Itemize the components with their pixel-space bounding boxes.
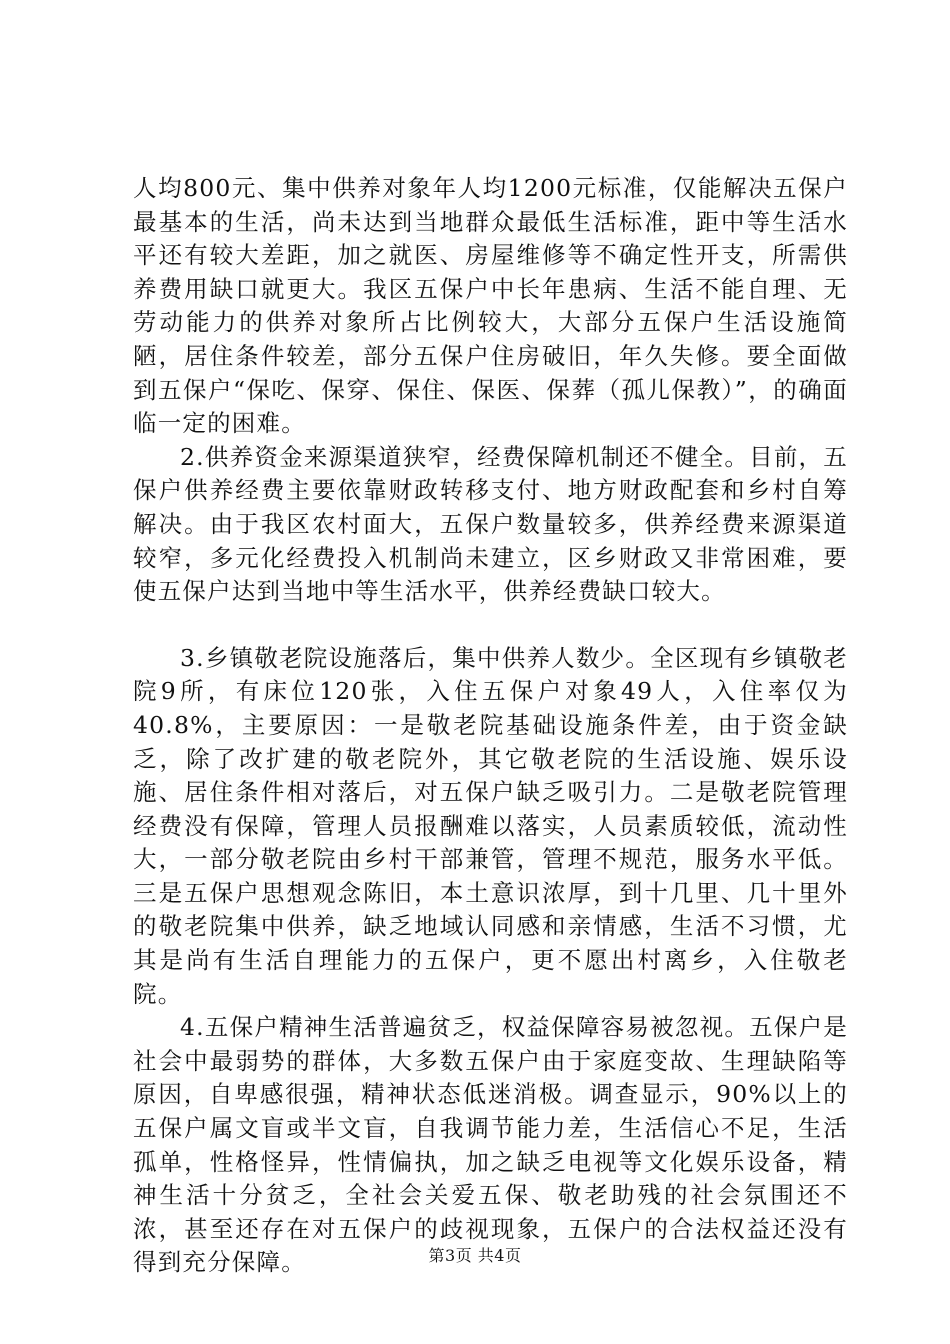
paragraph-nursing-homes: 3.乡镇敬老院设施落后，集中供养人数少。全区现有乡镇敬老院9所，有床位120张，入住五保户对象49人，入住率仅为40.8%，主要原因：一是敬老院基础设施条件差，由于资金缺乏，除了改扩建的敬老院外，其它敬老院的生活设施、娱乐设施、居住条件相对落后，对五保户缺乏吸引力。二是敬老院管理经费没有保障，管理人员报酬难以落实，人员素质较低，流动性大，一部分敬老院由乡村干部兼管，管理不规范，服务水平低。三是五保户思想观念陈旧，本土意识浓厚，到十几里、几十里外的敬老院集中供养，缺乏地域认同感和亲情感，生活不习惯，尤其是尚有生活自理能力的五保户，更不愿出村离乡，入住敬老院。 <box>133 643 848 1008</box>
page-number-footer: 第3页 共4页 <box>428 1246 522 1265</box>
document-body <box>133 172 848 1280</box>
paragraph-spiritual-life: 4.五保户精神生活普遍贫乏，权益保障容易被忽视。五保户是社会中最弱势的群体，大多数五保户由于家庭变故、生理缺陷等原因，自卑感很强，精神状态低迷消极。调查显示，90%以上的五保户属文盲或半文盲，自我调节能力差，生活信心不足，生活孤单，性格怪异，性情偏执，加之缺乏电视等文化娱乐设备，精神生活十分贫乏，全社会关爱五保、敬老助残的社会氛围还不浓，甚至还存在对五保户的歧视现象，五保户的合法权益还没有得到充分保障。 <box>133 1013 848 1277</box>
paragraph-continuation: 人均800元、集中供养对象年人均1200元标准，仅能解决五保户最基本的生活，尚未达到当地群众最低生活标准，距中等生活水平还有较大差距，加之就医、房屋维修等不确定性开支，所需供养费用缺口就更大。我区五保户中长年患病、生活不能自理、无劳动能力的供养对象所占比例较大，大部分五保户生活设施简陋，居住条件较差，部分五保户住房破旧，年久失修。要全面做到五保户“保吃、保穿、保住、保医、保葬（孤儿保教）”，的确面临一定的困难。 <box>133 174 848 438</box>
paragraph-funding-channels: 2.供养资金来源渠道狭窄，经费保障机制还不健全。目前，五保户供养经费主要依靠财政转移支付、地方财政配套和乡村自筹解决。由于我区农村面大，五保户数量较多，供养经费来源渠道较窄，多元化经费投入机制尚未建立，区乡财政又非常困难，要使五保户达到当地中等生活水平，供养经费缺口较大。 <box>133 442 848 606</box>
